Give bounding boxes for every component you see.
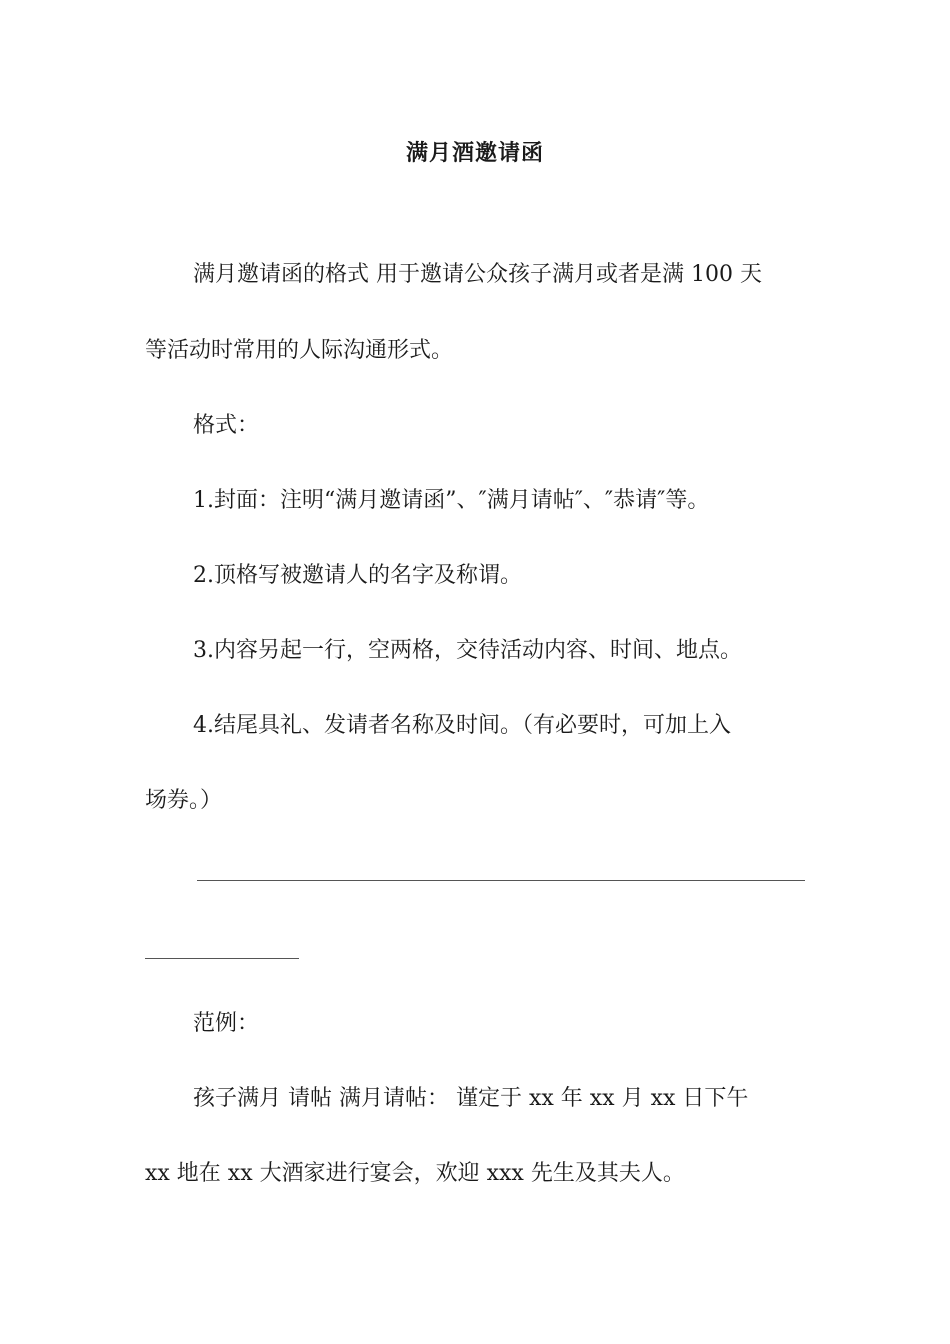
separator-rule-short xyxy=(145,958,299,959)
list-item-1: 1.封面：注明“满月邀请函”、″满月请帖″、″恭请″等。 xyxy=(193,488,710,513)
paragraph-intro-line-2: 等活动时常用的人际沟通形式。 xyxy=(145,338,454,363)
list-item-3: 3.内容另起一行，空两格，交待活动内容、时间、地点。 xyxy=(193,638,742,663)
paragraph-example-heading: 范例： xyxy=(193,1011,260,1036)
list-item-4-line-1: 4.结尾具礼、发请者名称及时间。（有必要时，可加上入 xyxy=(193,713,731,738)
separator-rule-long xyxy=(197,880,805,881)
list-item-2: 2.顶格写被邀请人的名字及称谓。 xyxy=(193,563,522,588)
list-item-4-line-2: 场券。） xyxy=(145,788,223,813)
document-title: 满月酒邀请函 xyxy=(405,141,544,166)
paragraph-intro-line-1: 满月邀请函的格式 用于邀请公众孩子满月或者是满 100 天 xyxy=(193,262,762,287)
paragraph-format-heading: 格式： xyxy=(193,413,260,438)
paragraph-example-line-1: 孩子满月 请帖 满月请帖： 谨定于 xx 年 xx 月 xx 日下午 xyxy=(193,1086,749,1111)
paragraph-example-line-2: xx 地在 xx 大酒家进行宴会，欢迎 xxx 先生及其夫人。 xyxy=(145,1161,685,1186)
